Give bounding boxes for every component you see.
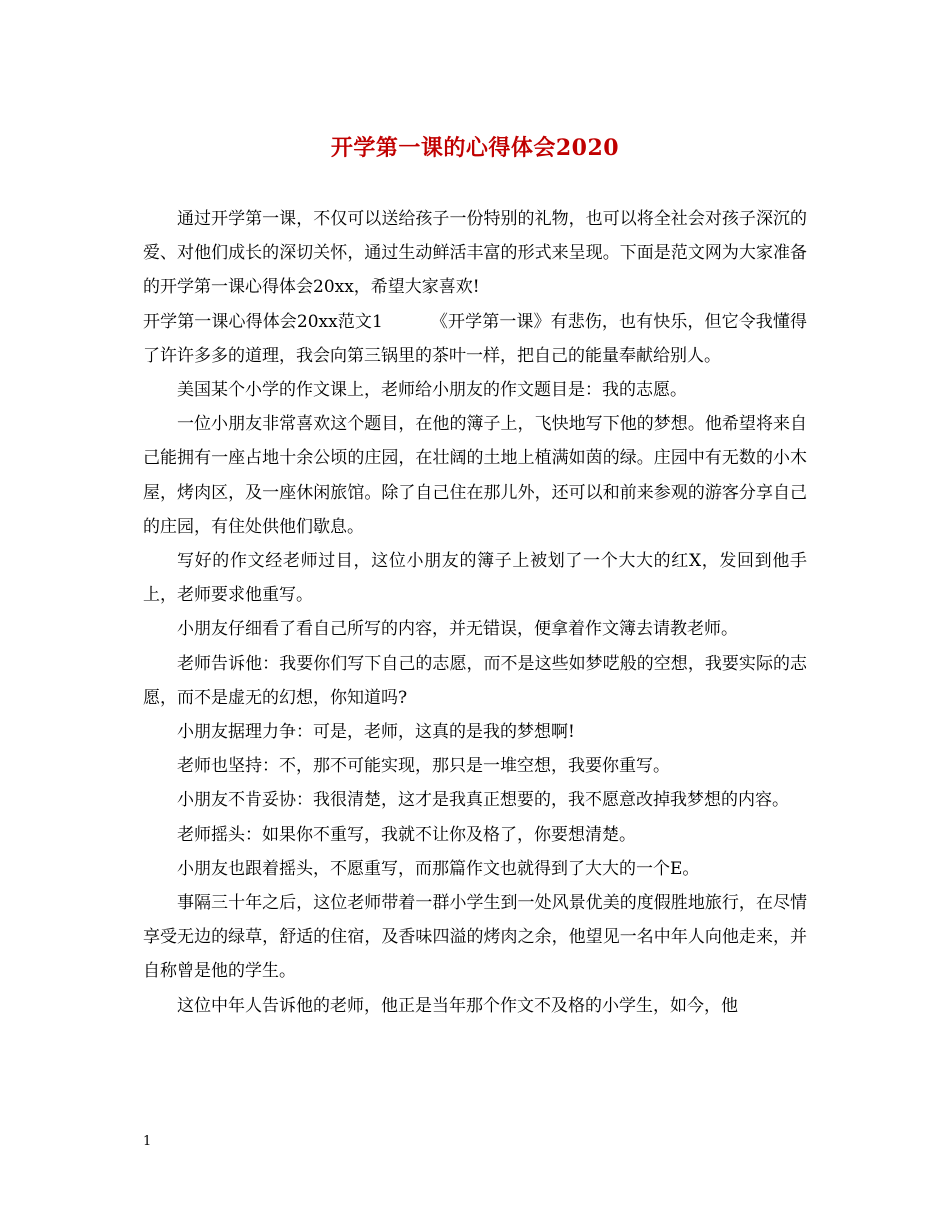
story-paragraph: 这位中年人告诉他的老师，他正是当年那个作文不及格的小学生，如今，他 — [177, 995, 738, 1016]
story-paragraph: 老师告诉他：我要你们写下自己的志愿，而不是这些如梦呓般的空想，我要实际的志愿，而不是虚无的幻想，你知道吗? — [143, 653, 807, 708]
story-paragraph: 小朋友据理力争：可是，老师，这真的是我的梦想啊! — [177, 722, 575, 743]
story-paragraph: 一位小朋友非常喜欢这个题目，在他的簿子上，飞快地写下他的梦想。他希望将来自己能拥有一座占地十余公顷的庄园，在壮阔的土地上植满如茵的绿。庄园中有无数的小木屋，烤肉区，及一座休闲旅馆。除了自己住在那儿外，还可以和前来参观的游客分享自己的庄园，有住处供他们歇息。 — [143, 414, 807, 537]
intro-paragraph: 通过开学第一课，不仅可以送给孩子一份特别的礼物，也可以将全社会对孩子深沉的爱、对他们成长的深切关怀，通过生动鲜活丰富的形式来呈现。下面是范文网为大家准备的开学第一课心得体会20xx，希望大家喜欢! — [143, 209, 807, 298]
story-paragraph: 美国某个小学的作文课上，老师给小朋友的作文题目是：我的志愿。 — [177, 380, 687, 401]
section-heading: 开学第一课心得体会20xx范文1 — [143, 311, 383, 332]
story-paragraph: 老师也坚持：不，那不可能实现，那只是一堆空想，我要你重写。 — [177, 756, 670, 777]
story-paragraph: 写好的作文经老师过目，这位小朋友的簿子上被划了一个大大的红X，发回到他手上，老师要求他重写。 — [143, 551, 807, 606]
section-first-text: 《开学第一课》有悲伤，也有快乐，但它令我懂得了许许多多的道理，我会向第三锅里的茶叶一样，把自己的能量奉献给别人。 — [143, 311, 808, 366]
story-paragraph: 小朋友仔细看了看自己所写的内容，并无错误，便拿着作文簿去请教老师。 — [177, 619, 738, 640]
story-paragraph: 小朋友不肯妥协：我很清楚，这才是我真正想要的，我不愿意改掉我梦想的内容。 — [177, 790, 789, 811]
document-body — [143, 202, 807, 1023]
document-title: 开学第一课的心得体会2020 — [330, 135, 620, 161]
story-paragraph: 老师摇头：如果你不重写，我就不让你及格了，你要想清楚。 — [177, 824, 636, 845]
story-paragraph: 事隔三十年之后，这位老师带着一群小学生到一处风景优美的度假胜地旅行，在尽情享受无边的绿草，舒适的住宿，及香味四溢的烤肉之余，他望见一名中年人向他走来，并自称曾是他的学生。 — [143, 893, 807, 982]
page-number: 1 — [143, 1134, 152, 1149]
section-paragraph — [143, 305, 807, 373]
story-paragraph: 小朋友也跟着摇头，不愿重写，而那篇作文也就得到了大大的一个E。 — [177, 858, 700, 879]
